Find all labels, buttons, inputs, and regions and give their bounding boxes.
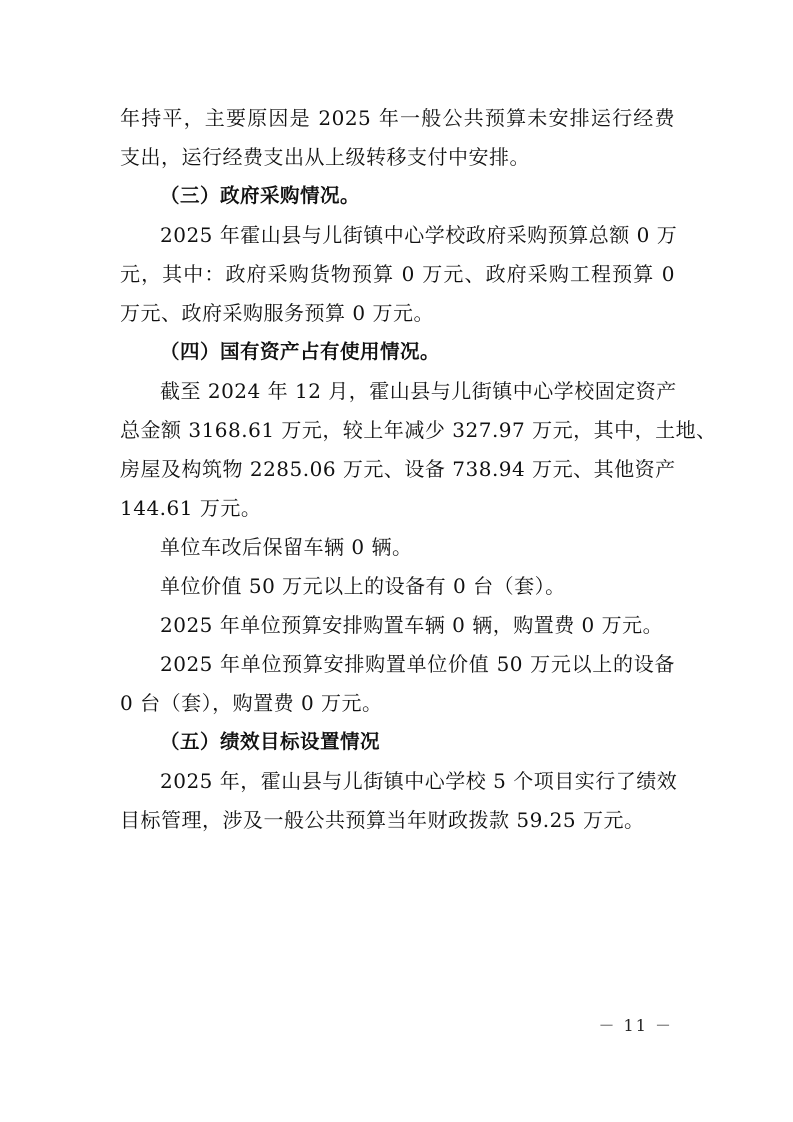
text-line: 支出，运行经费支出从上级转移支付中安排。	[120, 145, 530, 169]
text-line: 万元、政府采购服务预算 0 万元。	[120, 301, 434, 325]
text-line: 2025 年霍山县与儿街镇中心学校政府采购预算总额 0 万	[160, 223, 678, 247]
text-line: 截至 2024 年 12 月，霍山县与儿街镇中心学校固定资产	[160, 379, 677, 403]
text-line: 0 台（套），购置费 0 万元。	[120, 691, 383, 715]
text-line: 元，其中：政府采购货物预算 0 万元、政府采购工程预算 0	[120, 262, 675, 286]
text-line: 单位价值 50 万元以上的设备有 0 台（套）。	[160, 574, 566, 598]
section-heading-state-assets: （四）国有资产占有使用情况。	[160, 340, 441, 363]
page-number: － 11 －	[598, 1016, 673, 1035]
text-line: 目标管理，涉及一般公共预算当年财政拨款 59.25 万元。	[120, 808, 645, 832]
section-heading-performance-targets: （五）绩效目标设置情况	[160, 730, 381, 753]
text-line: 总金额 3168.61 万元，较上年减少 327.97 万元，其中，土地、	[120, 418, 717, 442]
text-line: 2025 年单位预算安排购置车辆 0 辆，购置费 0 万元。	[160, 613, 664, 637]
text-line: 年持平，主要原因是 2025 年一般公共预算未安排运行经费	[120, 106, 675, 130]
text-line: 2025 年单位预算安排购置单位价值 50 万元以上的设备	[160, 652, 675, 676]
text-line: 单位车改后保留车辆 0 辆。	[160, 535, 413, 559]
section-heading-government-procurement: （三）政府采购情况。	[160, 184, 361, 207]
text-line: 2025 年，霍山县与儿街镇中心学校 5 个项目实行了绩效	[160, 769, 678, 793]
text-line: 房屋及构筑物 2285.06 万元、设备 738.94 万元、其他资产	[120, 457, 676, 481]
text-line: 144.61 万元。	[120, 496, 262, 520]
